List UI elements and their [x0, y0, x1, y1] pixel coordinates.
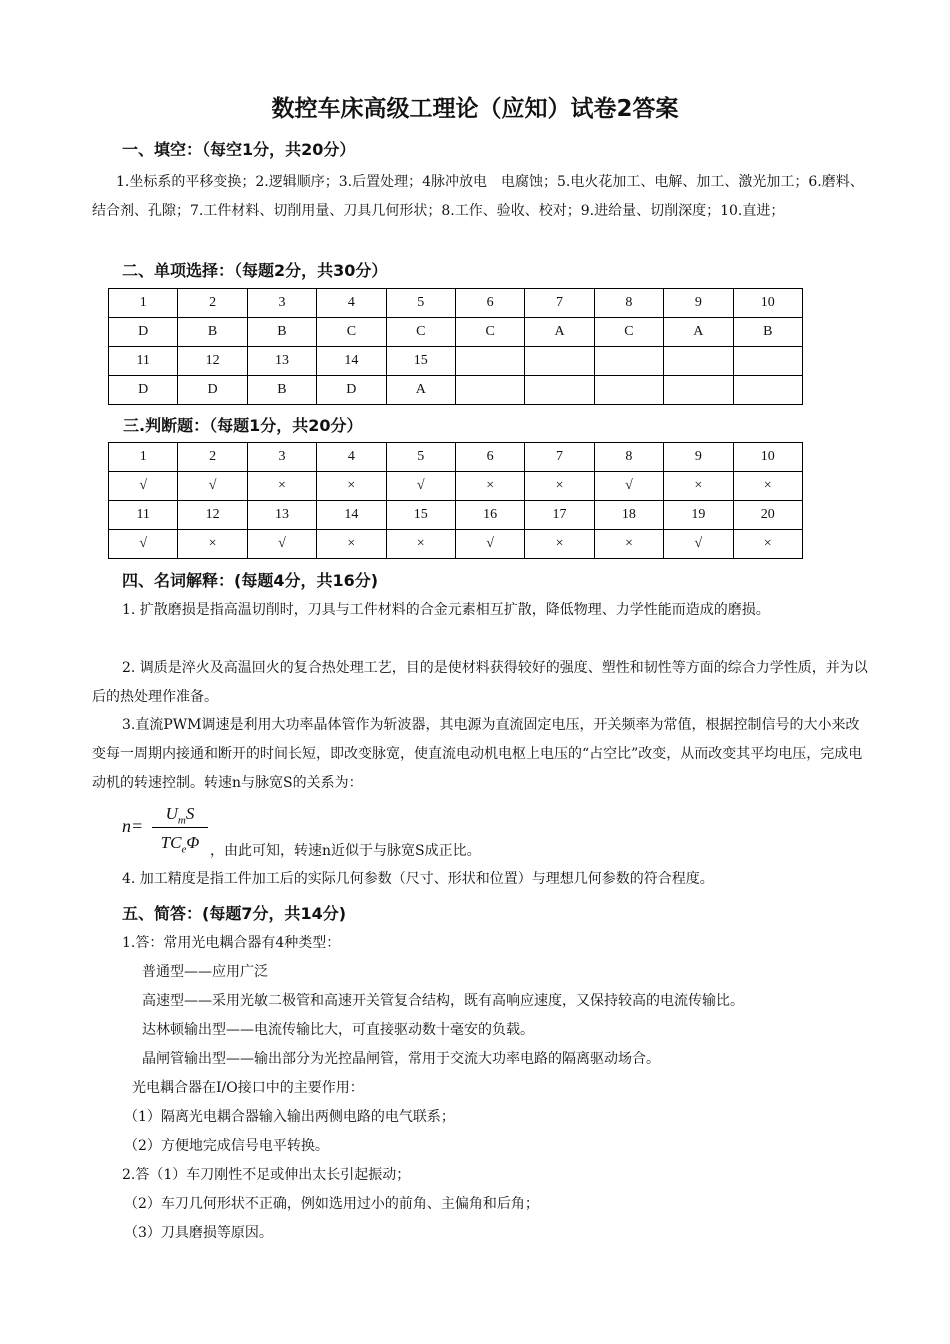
table-cell: 16 — [455, 501, 524, 530]
table-row — [109, 376, 803, 405]
answer-2-cause-2: （2）车刀几何形状不正确，例如选用过小的前角、主偏角和后角； — [124, 1196, 539, 1212]
section-1-heading: 一、填空：（每空1分，共20分） — [122, 140, 356, 159]
table-cell: D — [109, 376, 178, 405]
table-row — [109, 472, 803, 501]
single-choice-answer-table — [108, 288, 803, 405]
table-cell: 4 — [317, 289, 386, 318]
section-1-answers: 1.坐标系的平移变换；2.逻辑顺序；3.后置处理；4脉冲放电 电腐蚀；5.电火花加工、电解、加工、激光加工；6.磨料、结合剂、孔隙；7.工件材料、切削用量、刀具几何形状；8.工作、验收、校对；9.进给量、切削深度；10.直进； — [92, 174, 864, 219]
section-4-heading: 四、名词解释：(每题4分，共16分) — [122, 571, 379, 590]
table-cell — [733, 347, 802, 376]
table-cell: D — [109, 318, 178, 347]
table-cell: A — [525, 318, 594, 347]
table-row — [109, 501, 803, 530]
answer-1-type-darlington: 达林顿输出型——电流传输比大，可直接驱动数十毫安的负载。 — [142, 1022, 534, 1038]
table-cell: 2 — [178, 289, 247, 318]
table-cell — [594, 347, 663, 376]
table-cell: 2 — [178, 443, 247, 472]
formula-denominator: $TC_e\Phi$ — [160, 833, 200, 856]
table-cell: √ — [178, 472, 247, 501]
answer-1-type-normal: 普通型——应用广泛 — [142, 964, 268, 980]
table-cell: × — [247, 472, 316, 501]
table-cell: × — [317, 472, 386, 501]
table-cell: 8 — [594, 289, 663, 318]
table-cell: 6 — [455, 289, 524, 318]
table-cell: 5 — [386, 289, 455, 318]
table-cell: × — [386, 530, 455, 559]
table-cell: B — [178, 318, 247, 347]
table-cell: 3 — [247, 289, 316, 318]
table-cell: 13 — [247, 347, 316, 376]
section-5-heading: 五、简答：(每题7分，共14分) — [122, 904, 347, 923]
table-cell: × — [525, 530, 594, 559]
term-3-definition: 3.直流PWM调速是利用大功率晶体管作为斩波器，其电源为直流固定电压，开关频率为常值，根据控制信号的大小来改变每一周期内接通和断开的时间长短，即改变脉宽，使直流电动机电枢上电压的“占空比”改变，从而改变其平均电压，完成电动机的转速控制。转速n与脉宽S的关系为： — [92, 717, 863, 791]
table-cell: × — [178, 530, 247, 559]
table-cell: × — [455, 472, 524, 501]
table-cell: 18 — [594, 501, 663, 530]
table-cell: 11 — [109, 347, 178, 376]
table-cell: 19 — [664, 501, 733, 530]
table-cell — [733, 376, 802, 405]
answer-1-role-1: （1）隔离光电耦合器输入输出两侧电路的电气联系； — [124, 1109, 455, 1125]
table-cell: √ — [109, 530, 178, 559]
table-cell — [455, 376, 524, 405]
table-cell: C — [594, 318, 663, 347]
formula-numerator: $U_mS$ — [152, 800, 208, 828]
table-cell: 10 — [733, 289, 802, 318]
table-cell — [664, 376, 733, 405]
table-cell: × — [664, 472, 733, 501]
table-cell: 14 — [317, 501, 386, 530]
answer-1-intro: 1.答：常用光电耦合器有4种类型： — [122, 935, 341, 951]
table-cell: 10 — [733, 443, 802, 472]
table-cell: 13 — [247, 501, 316, 530]
table-cell — [525, 376, 594, 405]
table-cell: B — [247, 376, 316, 405]
page-title: 数控车床高级工理论（应知）试卷2答案 — [271, 96, 679, 122]
table-row — [109, 443, 803, 472]
table-row — [109, 289, 803, 318]
table-cell: 9 — [664, 443, 733, 472]
table-cell: √ — [664, 530, 733, 559]
term-2-definition: 2. 调质是淬火及高温回火的复合热处理工艺，目的是使材料获得较好的强度、塑性和韧性等方面的综合力学性质，并为以后的热处理作准备。 — [92, 660, 868, 705]
table-cell: 1 — [109, 289, 178, 318]
answer-1-type-highspeed: 高速型——采用光敏二极管和高速开关管复合结构，既有高响应速度，又保持较高的电流传输比。 — [142, 993, 744, 1009]
table-cell: 14 — [317, 347, 386, 376]
formula-lhs: n= — [122, 816, 144, 836]
table-cell: 3 — [247, 443, 316, 472]
table-cell: 7 — [525, 443, 594, 472]
table-cell — [525, 347, 594, 376]
table-cell: × — [594, 530, 663, 559]
table-row — [109, 530, 803, 559]
table-row — [109, 318, 803, 347]
table-cell — [664, 347, 733, 376]
table-cell: √ — [594, 472, 663, 501]
table-cell: 6 — [455, 443, 524, 472]
section-2-heading: 二、单项选择：（每题2分，共30分） — [122, 261, 388, 280]
table-cell: 11 — [109, 501, 178, 530]
table-cell: 9 — [664, 289, 733, 318]
table-cell: A — [386, 376, 455, 405]
table-cell: 5 — [386, 443, 455, 472]
answer-1-type-thyristor: 晶闸管输出型——输出部分为光控晶闸管，常用于交流大功率电路的隔离驱动场合。 — [142, 1051, 660, 1067]
table-cell: 1 — [109, 443, 178, 472]
table-cell — [455, 347, 524, 376]
table-cell: √ — [386, 472, 455, 501]
table-cell: B — [247, 318, 316, 347]
table-cell: C — [386, 318, 455, 347]
true-false-answer-table — [108, 442, 803, 559]
table-cell: C — [455, 318, 524, 347]
answer-2-cause-3: （3）刀具磨损等原因。 — [124, 1225, 273, 1241]
table-cell: 12 — [178, 501, 247, 530]
term-4-definition: 4. 加工精度是指工件加工后的实际几何参数（尺寸、形状和位置）与理想几何参数的符合程度。 — [122, 871, 714, 887]
table-cell: √ — [109, 472, 178, 501]
table-cell: √ — [247, 530, 316, 559]
table-cell: √ — [455, 530, 524, 559]
answer-1-role-intro: 光电耦合器在I/O接口中的主要作用： — [132, 1080, 364, 1096]
table-cell: 17 — [525, 501, 594, 530]
table-cell: C — [317, 318, 386, 347]
section-3-heading: 三.判断题：（每题1分，共20分） — [123, 416, 363, 435]
table-cell: D — [178, 376, 247, 405]
formula-fraction — [152, 800, 208, 856]
table-cell: × — [733, 530, 802, 559]
table-cell: D — [317, 376, 386, 405]
table-cell: 8 — [594, 443, 663, 472]
table-cell: 12 — [178, 347, 247, 376]
answer-2-cause-1: 2.答（1）车刀刚性不足或伸出太长引起振动； — [122, 1167, 411, 1183]
table-cell: × — [525, 472, 594, 501]
table-cell: 7 — [525, 289, 594, 318]
table-cell — [594, 376, 663, 405]
table-cell: 4 — [317, 443, 386, 472]
table-cell: B — [733, 318, 802, 347]
table-cell: × — [317, 530, 386, 559]
answer-1-role-2: （2）方便地完成信号电平转换。 — [124, 1138, 329, 1154]
table-cell: 15 — [386, 501, 455, 530]
table-cell: 20 — [733, 501, 802, 530]
table-cell: × — [733, 472, 802, 501]
term-1-definition: 1. 扩散磨损是指高温切削时，刀具与工件材料的合金元素相互扩散，降低物理、力学性能而造成的磨损。 — [122, 602, 770, 618]
table-cell: 15 — [386, 347, 455, 376]
formula-conclusion: ，由此可知，转速n近似于与脉宽S成正比。 — [210, 843, 481, 859]
table-cell: A — [664, 318, 733, 347]
table-row — [109, 347, 803, 376]
